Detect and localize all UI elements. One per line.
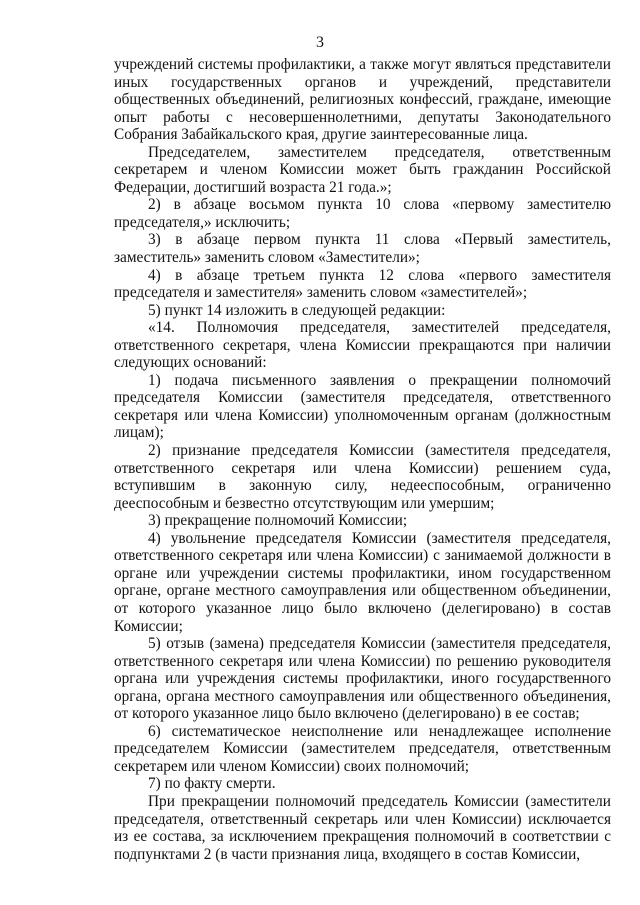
list-item: 2) признание председателя Комиссии (заместителя председателя, ответственного секретаря или члена Комиссии) решением суда, вступившим в законную силу, недееспособным, ограниченно дееспособным и безвестно отсутствующим или умершим; xyxy=(114,442,611,512)
paragraph: Председателем, заместителем председателя, ответственным секретарем и членом Комиссии может быть гражданин Российской Федерации, достигший возраста 21 года.»; xyxy=(114,143,611,196)
paragraph: 5) пункт 14 изложить в следующей редакции: xyxy=(148,301,446,319)
paragraph: 4) в абзаце третьем пункта 12 слова «первого заместителя председателя и заместителя» заменить словом «заместителей»; xyxy=(114,266,611,302)
list-item: 4) увольнение председателя Комиссии (заместителя председателя, ответственного секретаря или члена Комиссии) с занимаемой должности в органе или учреждении системы профилактики, ином государственном органе, органе местного самоуправления или общественном объединении, от которого указанное лицо было включено (делегировано) в состав Комиссии; xyxy=(114,529,611,635)
list-item: 7) по факту смерти. xyxy=(148,775,276,793)
list-item: 1) подача письменного заявления о прекращении полномочий председателя Комиссии (заместителя председателя, ответственного секретаря или члена Комиссии) уполномоченным органам (должностным лицам); xyxy=(114,371,611,442)
page-number: 3 xyxy=(316,34,324,51)
list-item: 3) прекращение полномочий Комиссии; xyxy=(148,512,408,530)
document-body xyxy=(114,56,611,863)
paragraph: 2) в абзаце восьмом пункта 10 слова «первому заместителю председателя,» исключить; xyxy=(114,196,611,231)
paragraph: При прекращении полномочий председатель Комиссии (заместители председателя, ответственный секретарь или член Комиссии) исключается из ее состава, за исключением прекращения полномочий в соответствии с подпунктами 2 (в части признания лица, входящего в состав Комиссии, xyxy=(114,792,611,863)
list-item: 6) систематическое неисполнение или ненадлежащее исполнение председателем Комиссии (заместителем председателя, ответственным секретарем или членом Комиссии) своих полномочий; xyxy=(114,722,611,775)
list-item: 5) отзыв (замена) председателя Комиссии (заместителя председателя, ответственного секретаря или члена Комиссии) по решению руководителя органа или учреждения системы профилактики, иного государственного органа, органа местного самоуправления или общественного объединения, от которого указанное лицо было включено (делегировано) в ее состав; xyxy=(114,635,611,723)
paragraph: 3) в абзаце первом пункта 11 слова «Первый заместитель, заместитель» заменить словом «Заместители»; xyxy=(114,231,611,267)
paragraph: «14. Полномочия председателя, заместителей председателя, ответственного секретаря, члена Комиссии прекращаются при наличии следующих оснований: xyxy=(114,319,611,372)
paragraph-continuation: учреждений системы профилактики, а также могут являться представители иных государственных органов и учреждений, представители общественных объединений, религиозных конфессий, граждане, имеющие опыт работы с несовершеннолетними, депутаты Законодательного Собрания Забайкальского края, другие заинтересованные лица. xyxy=(114,56,611,144)
